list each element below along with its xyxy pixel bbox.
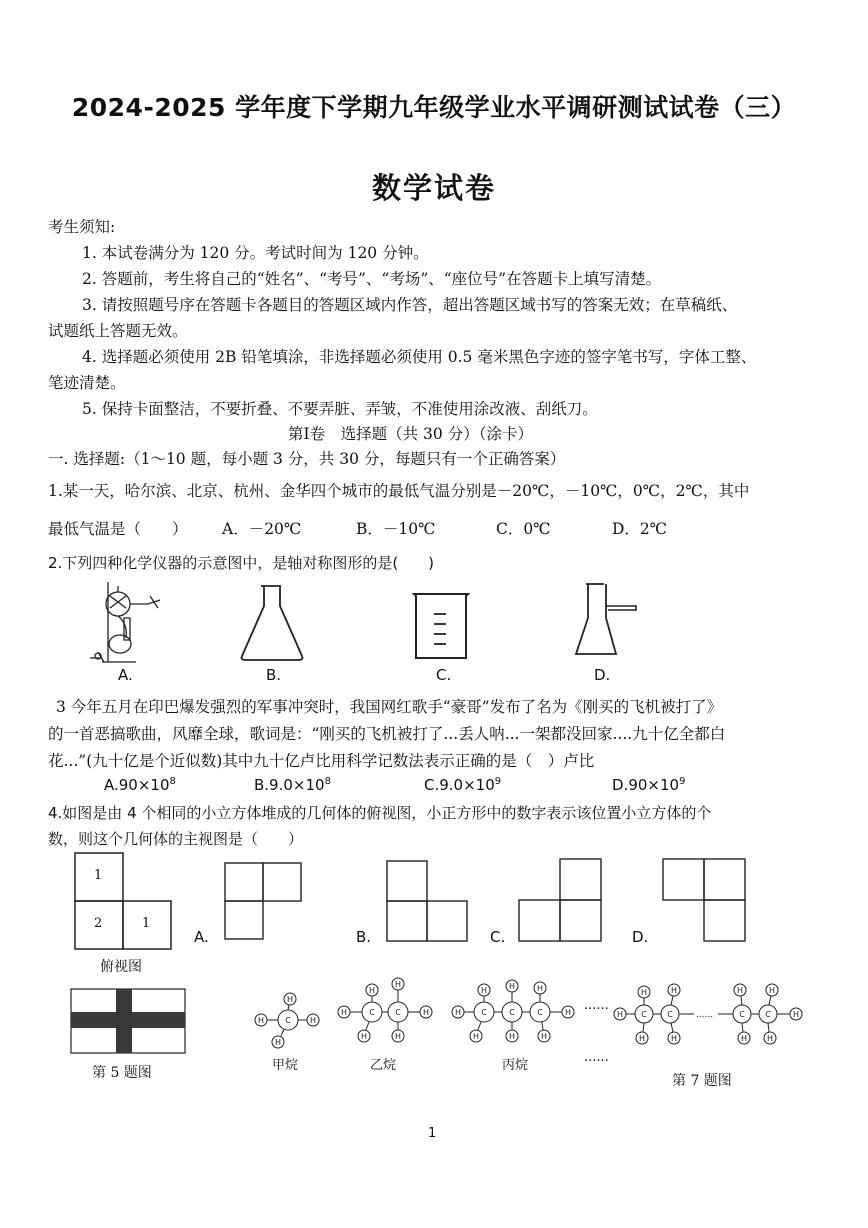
svg-text:H: H xyxy=(638,1034,646,1043)
q7-caption: 第 7 题图 xyxy=(672,1073,732,1089)
svg-text:H: H xyxy=(536,984,544,993)
molecule-ellipsis-upper: ...... xyxy=(584,998,609,1013)
q4-label-b: B. xyxy=(356,928,372,946)
q3-choice-a: $A.90\times 10^8$ xyxy=(104,776,176,794)
q2-label-c: C. xyxy=(436,666,452,684)
q4-label-a: A. xyxy=(194,928,209,946)
q2-label-a: A. xyxy=(118,666,133,684)
notice-heading: 考生须知: xyxy=(48,218,116,236)
molecule-ellipsis-lower: ...... xyxy=(584,1050,609,1065)
q1-choice-a: A．－20℃ xyxy=(222,520,302,538)
q4-label-c: C. xyxy=(490,928,506,946)
svg-text:C: C xyxy=(369,1008,375,1017)
propane-molecule xyxy=(452,972,578,1052)
option-a-front-view xyxy=(224,862,304,942)
svg-text:C: C xyxy=(641,1010,647,1019)
svg-text:C: C xyxy=(509,1008,515,1017)
svg-text:H: H xyxy=(616,1010,624,1019)
svg-text:C: C xyxy=(481,1008,487,1017)
general-alkane-molecule xyxy=(614,980,808,1054)
svg-text:H: H xyxy=(740,1034,748,1043)
svg-text:H: H xyxy=(766,1034,774,1043)
svg-text:C: C xyxy=(667,1010,673,1019)
q1-line2: 最低气温是（ ） xyxy=(48,520,188,538)
notice-item-5: 5. 保持卡面整洁，不要折叠、不要弄脏、弄皱，不准使用涂改液、刮纸刀。 xyxy=(82,400,598,418)
notice-item-4-cont: 笔迹清楚。 xyxy=(48,374,126,392)
svg-text:C: C xyxy=(285,1016,291,1025)
option-c-front-view xyxy=(518,858,602,942)
notice-item-4: 4. 选择题必须使用 2B 铅笔填涂，非选择题必须使用 0.5 毫米黑色字迹的签字笔书写，字体工整、 xyxy=(82,348,757,366)
ethane-molecule xyxy=(336,972,436,1052)
notice-item-3-cont: 试题纸上答题无效。 xyxy=(48,322,188,340)
svg-text:H: H xyxy=(564,1008,572,1017)
methane-molecule xyxy=(252,992,322,1050)
q2-label-d: D. xyxy=(594,666,611,684)
q5-cross-figure xyxy=(70,988,186,1054)
svg-text:H: H xyxy=(422,1008,430,1017)
svg-text:H: H xyxy=(670,986,678,995)
q2-label-b: B. xyxy=(266,666,282,684)
molecule-name-methane: 甲烷 xyxy=(272,1058,299,1073)
svg-text:H: H xyxy=(360,1032,368,1041)
svg-text:H: H xyxy=(736,986,744,995)
svg-text:C: C xyxy=(739,1010,745,1019)
q3-line1: 3 今年五月在印巴爆发强烈的军事冲突时，我国网红歌手“豪哥”发布了名为《刚买的飞机被打了》 xyxy=(56,698,723,716)
exam-title: 2024-2025 学年度下学期九年级学业水平调研测试试卷（三） xyxy=(71,93,797,122)
notice-item-1: 1. 本试卷满分为 120 分。考试时间为 120 分钟。 xyxy=(82,244,429,262)
q3-choice-c: $C.9.0\times 10^9$ xyxy=(424,776,502,794)
svg-text:H: H xyxy=(309,1016,317,1025)
part-title: 第Ⅰ卷 选择题（共 30 分）（涂卡） xyxy=(288,425,533,443)
q5-caption: 第 5 题图 xyxy=(92,1065,152,1081)
svg-text:H: H xyxy=(368,986,376,995)
svg-text:H: H xyxy=(394,1032,402,1041)
q3-line3: 花...”(九十亿是个近似数)其中九十亿卢比用科学记数法表示正确的是（ ）卢比 xyxy=(48,752,595,770)
conical-flask-figure xyxy=(238,582,308,662)
q2-text: 2.下列四种化学仪器的示意图中，是轴对称图形的是( ) xyxy=(48,554,435,572)
svg-text:H: H xyxy=(454,1008,462,1017)
q1-choice-b: B．－10℃ xyxy=(356,520,436,538)
svg-text:H: H xyxy=(540,1032,548,1041)
subject-title: 数学试卷 xyxy=(371,171,496,205)
q3-line2: 的一首恶搞歌曲，风靡全球，歌词是：“刚买的飞机被打了...丢人呐...一架都没回家....九十亿全都白 xyxy=(48,725,726,743)
svg-text:H: H xyxy=(286,995,294,1004)
svg-text:C: C xyxy=(537,1008,543,1017)
molecule-name-ethane: 乙烷 xyxy=(370,1058,397,1073)
q3-choice-b: $B.9.0\times 10^8$ xyxy=(254,776,331,794)
notice-item-2: 2. 答题前，考生将自己的“姓名”、“考号”、“考场”、“座位号”在答题卡上填写清楚。 xyxy=(82,270,662,288)
q3-choice-d: $D.90\times 10^9$ xyxy=(612,776,686,794)
q4-line1: 4.如图是由 4 个相同的小立方体堆成的几何体的俯视图，小正方形中的数字表示该位置小立方体的个 xyxy=(48,804,712,822)
svg-text:H: H xyxy=(257,1016,265,1025)
svg-text:H: H xyxy=(340,1008,348,1017)
top-view-number-1: 1 xyxy=(94,868,103,883)
page-number: 1 xyxy=(428,1126,437,1141)
svg-text:C: C xyxy=(395,1008,401,1017)
apparatus-a-figure xyxy=(80,578,170,668)
svg-text:H: H xyxy=(394,980,402,989)
beaker-figure xyxy=(410,590,472,662)
notice-item-3: 3. 请按照题号序在答题卡各题目的答题区域内作答，超出答题区域书写的答案无效；在草稿纸、 xyxy=(82,296,738,314)
svg-text:H: H xyxy=(768,986,776,995)
svg-text:H: H xyxy=(472,1032,480,1041)
svg-text:C: C xyxy=(765,1010,771,1019)
option-d-front-view xyxy=(662,858,746,942)
svg-text:H: H xyxy=(274,1038,282,1047)
section-instruction: 一. 选择题:（1～10 题，每小题 3 分，共 30 分，每题只有一个正确答案） xyxy=(48,450,566,468)
svg-text:H: H xyxy=(792,1010,800,1019)
top-view-caption: 俯视图 xyxy=(100,959,142,975)
q1-line1: 1.某一天，哈尔滨、北京、杭州、金华四个城市的最低气温分别是－20℃，－10℃，0℃，2℃，其中 xyxy=(48,482,750,500)
svg-text:H: H xyxy=(640,988,648,997)
molecule-name-propane: 丙烷 xyxy=(502,1058,529,1073)
svg-text:H: H xyxy=(480,986,488,995)
svg-text:H: H xyxy=(508,1032,516,1041)
svg-text:......: ...... xyxy=(696,1010,714,1020)
q1-choice-d: D．2℃ xyxy=(612,520,668,538)
q4-line2: 数，则这个几何体的主视图是（ ） xyxy=(48,830,304,848)
q4-label-d: D. xyxy=(632,928,649,946)
top-view-number-3: 1 xyxy=(142,916,151,931)
filter-flask-figure xyxy=(572,580,644,662)
option-b-front-view xyxy=(386,860,468,942)
top-view-grid xyxy=(74,852,172,950)
svg-text:H: H xyxy=(508,982,516,991)
q1-choice-c: C．0℃ xyxy=(496,520,551,538)
top-view-number-2: 2 xyxy=(94,916,103,931)
svg-text:H: H xyxy=(670,1034,678,1043)
